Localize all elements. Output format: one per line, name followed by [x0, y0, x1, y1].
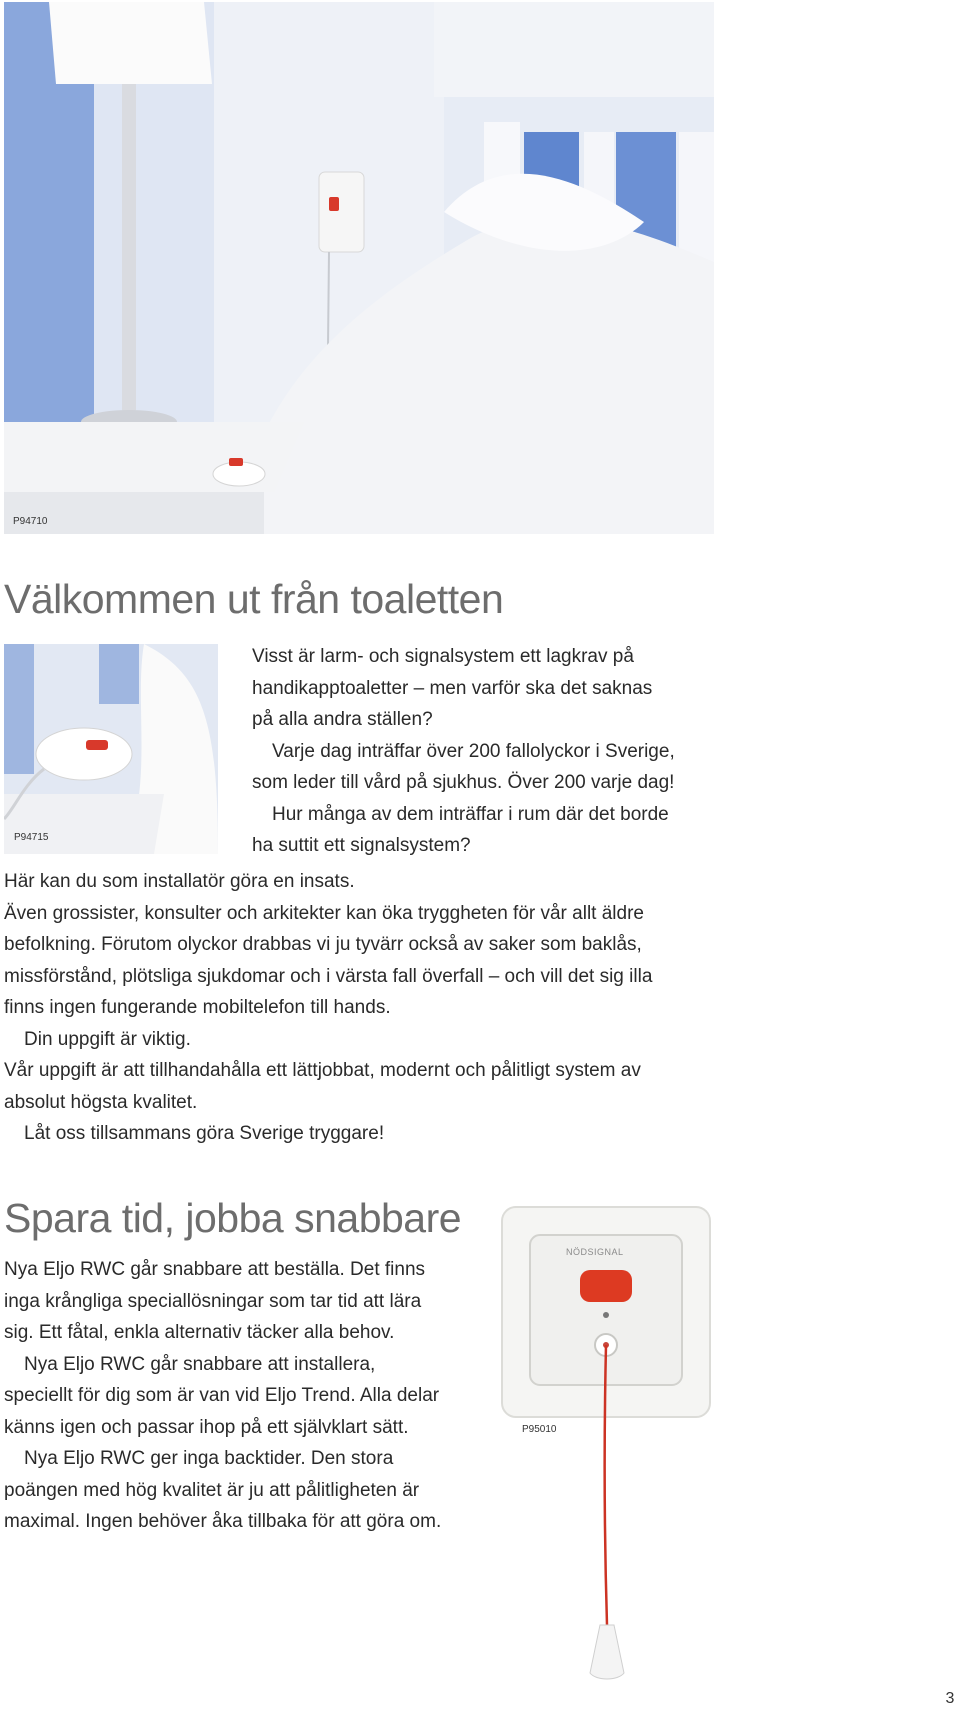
thumbnail-photo [4, 644, 218, 854]
body-line: finns ingen fungerande mobiltelefon till hands. [4, 997, 391, 1018]
intro-line: Visst är larm- och signalsystem ett lagkrav på [252, 646, 634, 667]
body-line: sig. Ett fåtal, enkla alternativ täcker alla behov. [4, 1322, 395, 1343]
body-line: Nya Eljo RWC går snabbare att beställa. Det finns [4, 1259, 426, 1280]
product-photo [500, 1205, 714, 1685]
product-code: P95010 [522, 1424, 557, 1435]
body-line: poängen med hög kvalitet är ju att pålitligheten är [4, 1479, 420, 1501]
intro-line: på alla andra ställen? [252, 709, 433, 730]
body-line: maximal. Ingen behöver åka tillbaka för att göra om. [4, 1511, 442, 1532]
body-line: befolkning. Förutom olyckor drabbas vi ju tyvärr också av saker som baklås, [4, 934, 642, 955]
body-line: Nya Eljo RWC ger inga backtider. Den stora [24, 1448, 394, 1469]
intro-line: Hur många av dem inträffar i rum där det borde [272, 803, 669, 825]
page-number: 3 [945, 1690, 955, 1707]
thumbnail-code: P94715 [14, 832, 49, 843]
section1-body [4, 866, 714, 1150]
body-line: känns igen och passar ihop på ett självklart sätt. [4, 1416, 409, 1438]
photo-code: P94710 [13, 516, 48, 527]
hero-photo [4, 2, 714, 534]
alarm-switch-illustration [500, 1205, 714, 1685]
section2-body [4, 1254, 494, 1538]
body-line: Här kan du som installatör göra en insats. [4, 871, 355, 892]
section-title: Välkommen ut från toaletten [4, 576, 504, 622]
body-line: Även grossister, konsulter och arkitekter kan öka tryggheten för vår allt äldre [4, 902, 644, 924]
section-title: Spara tid, jobba snabbare [4, 1195, 462, 1241]
intro-text [252, 641, 712, 862]
body-line: absolut högsta kvalitet. [4, 1091, 198, 1113]
body-line: Din uppgift är viktig. [24, 1028, 191, 1050]
bedroom-illustration [4, 2, 714, 534]
body-line: speciellt för dig som är van vid Eljo Trend. Alla delar [4, 1385, 440, 1406]
product-label: NÖDSIGNAL [566, 1247, 624, 1257]
intro-line: ha suttit ett signalsystem? [252, 835, 471, 856]
alarm-button-illustration [4, 644, 218, 854]
body-line: Vår uppgift är att tillhandahålla ett lättjobbat, modernt och pålitligt system av [4, 1060, 641, 1081]
body-line: Låt oss tillsammans göra Sverige tryggare! [24, 1123, 385, 1144]
body-line: inga krångliga speciallösningar som tar tid att lära [4, 1290, 422, 1312]
intro-line: handikapptoaletter – men varför ska det saknas [252, 677, 653, 699]
intro-line: Varje dag inträffar över 200 fallolyckor i Sverige, [272, 740, 675, 762]
intro-line: som leder till vård på sjukhus. Över 200 varje dag! [252, 772, 675, 793]
body-line: missförstånd, plötsliga sjukdomar och i värsta fall överfall – och vill det sig illa [4, 965, 653, 987]
body-line: Nya Eljo RWC går snabbare att installera, [24, 1353, 376, 1375]
